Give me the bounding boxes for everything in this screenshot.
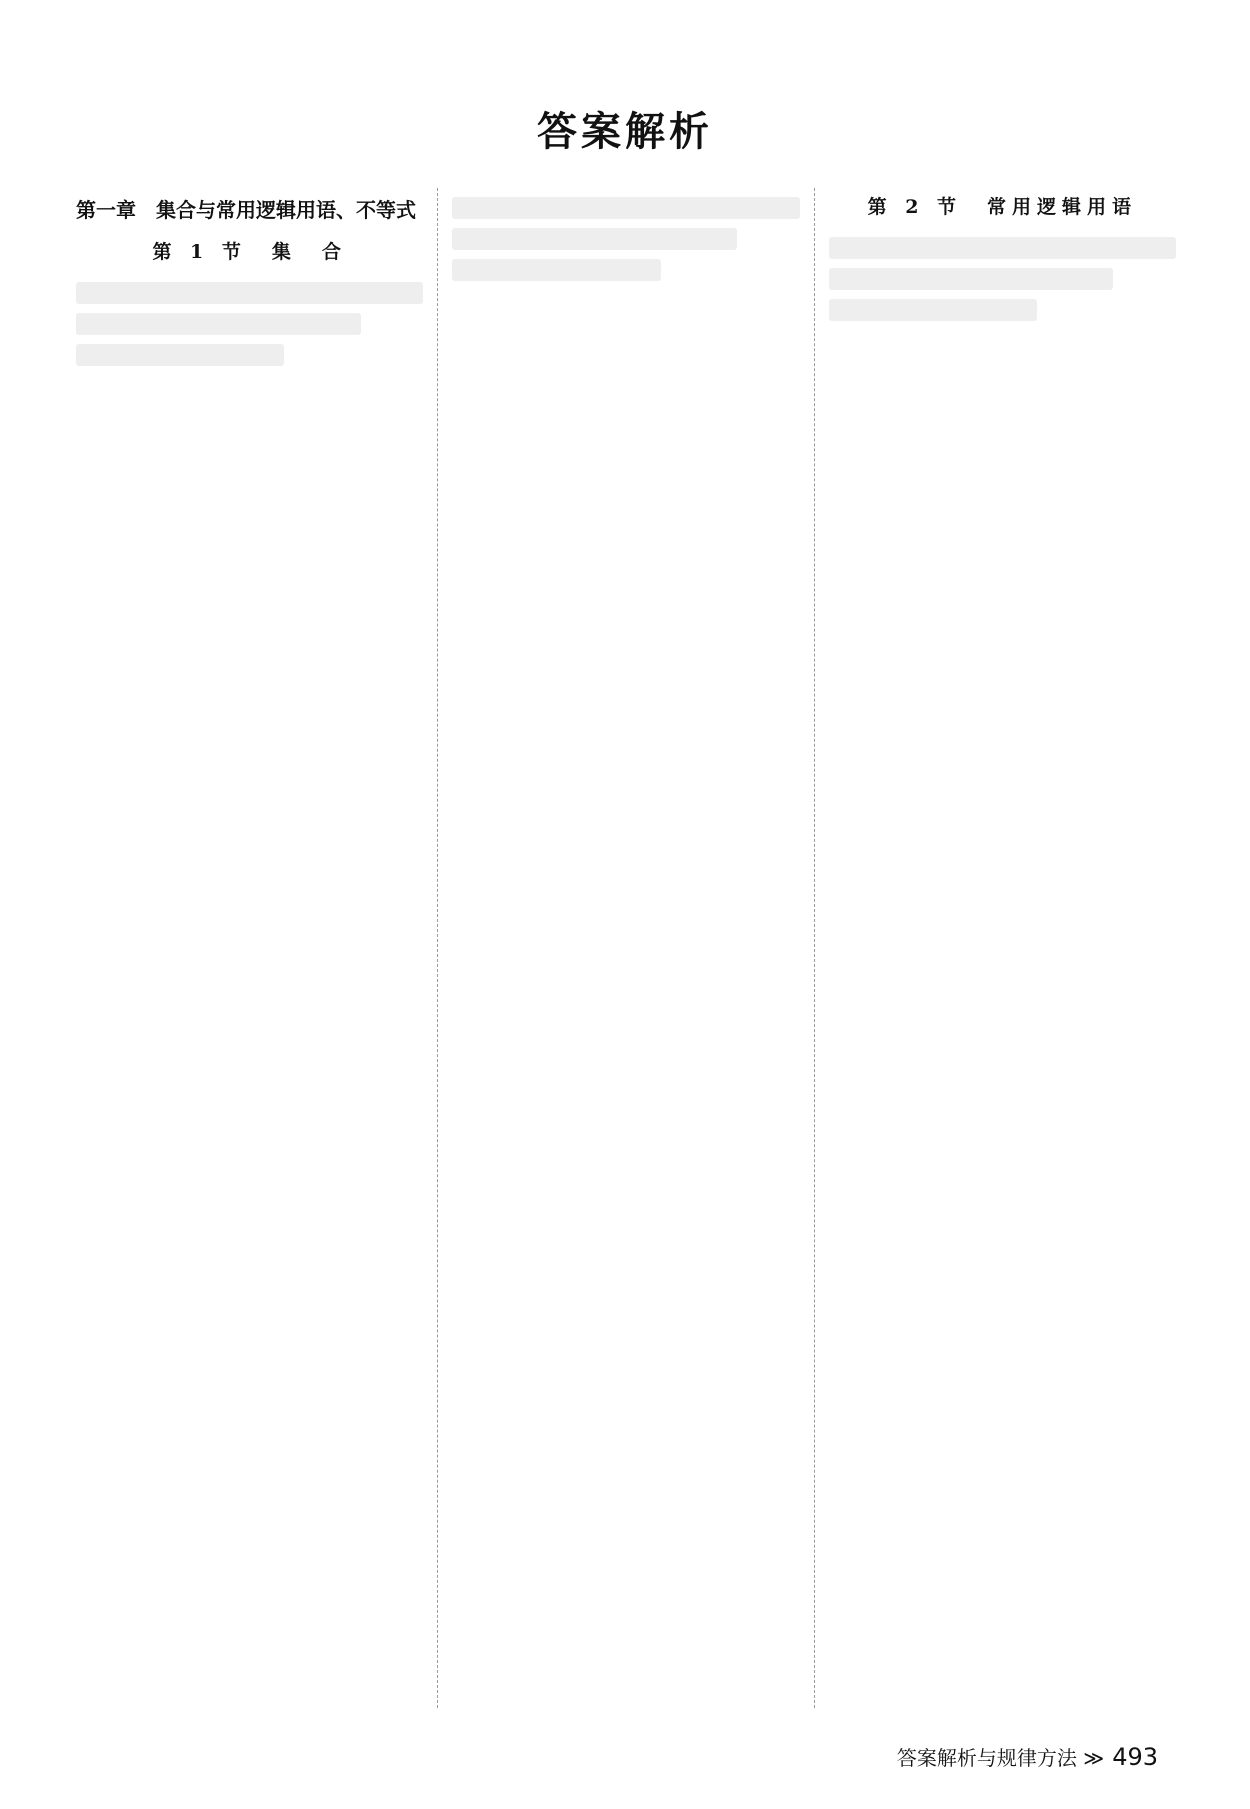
footer-label: 答案解析与规律方法 ≫	[896, 1746, 1105, 1770]
column-right	[814, 188, 1190, 1708]
content-placeholder	[829, 268, 1114, 290]
content-placeholder	[452, 197, 799, 219]
content-placeholder	[76, 313, 361, 335]
content-placeholder	[76, 344, 284, 366]
page-number: 493	[1112, 1743, 1158, 1771]
content-placeholder	[829, 237, 1176, 259]
chapter-heading: 第一章 集合与常用逻辑用语、不等式	[76, 198, 416, 222]
content-placeholder	[452, 259, 660, 281]
column-middle	[437, 188, 813, 1708]
section-1-heading: 第 1 节 集 合	[152, 241, 347, 263]
content-placeholder	[829, 299, 1037, 321]
answer-columns	[62, 188, 1190, 1708]
page-footer	[897, 1742, 1158, 1771]
section-2-heading: 第 2 节 常用逻辑用语	[867, 196, 1138, 218]
content-placeholder	[76, 282, 423, 304]
content-placeholder	[452, 228, 737, 250]
page-title: 答案解析	[537, 108, 713, 155]
column-left	[62, 188, 437, 1708]
